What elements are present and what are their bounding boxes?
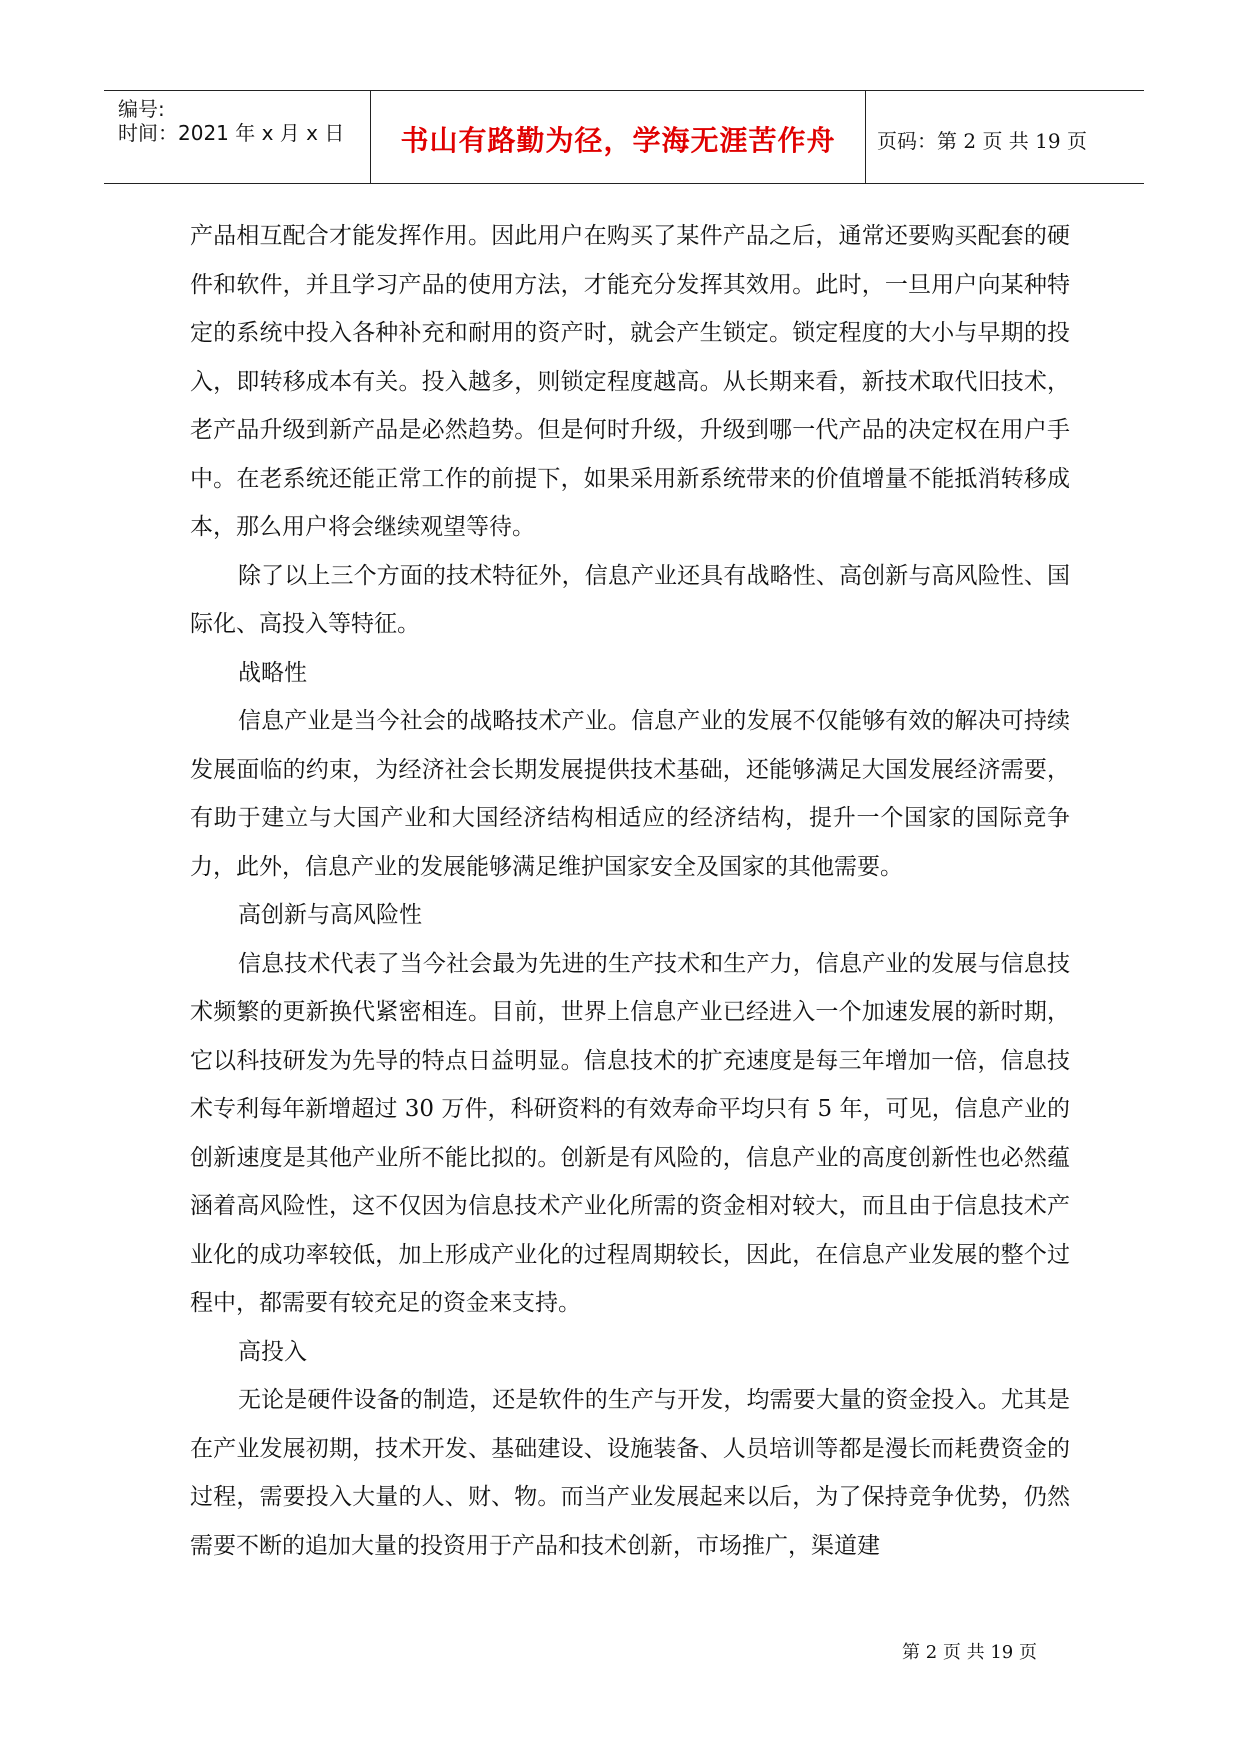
section-heading: 战略性 <box>238 659 307 686</box>
body-paragraph: 产品相互配合才能发挥作用。因此用户在购买了某件产品之后，通常还要购买配套的硬件和软件，并且学习产品的使用方法，才能充分发挥其效用。此时，一旦用户向某种特定的系统中投入各种补充和耐用的资产时，就会产生锁定。锁定程度的大小与早期的投入，即转移成本有关。投入越多，则锁定程度越高。从长期来看，新技术取代旧技术，老产品升级到新产品是必然趋势。但是何时升级，升级到哪一代产品的决定权在用户手中。在老系统还能正常工作的前提下，如果采用新系统带来的价值增量不能抵消转移成本，那么用户将会继续观望等待。 <box>190 223 1070 540</box>
header-table <box>104 90 1144 184</box>
header-page-number: 页码：第 2 页 共 19 页 <box>877 129 1087 153</box>
document-body <box>190 212 1070 1570</box>
body-paragraph: 无论是硬件设备的制造，还是软件的生产与开发，均需要大量的资金投入。尤其是在产业发展初期，技术开发、基础建设、设施装备、人员培训等都是漫长而耗费资金的过程，需要投入大量的人、财、物。而当产业发展起来以后，为了保持竞争优势，仍然需要不断的追加大量的投资用于产品和技术创新，市场推广，渠道建 <box>190 1387 1070 1559</box>
body-paragraph: 信息产业是当今社会的战略技术产业。信息产业的发展不仅能够有效的解决可持续发展面临的约束，为经济社会长期发展提供技术基础，还能够满足大国发展经济需要，有助于建立与大国产业和大国经济结构相适应的经济结构，提升一个国家的国际竞争力，此外，信息产业的发展能够满足维护国家安全及国家的其他需要。 <box>190 708 1070 880</box>
document-number-label: 编号: <box>118 97 165 121</box>
header-center-cell <box>370 91 866 183</box>
section-heading: 高创新与高风险性 <box>238 902 422 928</box>
body-paragraph: 信息技术代表了当今社会最为先进的生产技术和生产力，信息产业的发展与信息技术频繁的更新换代紧密相连。目前，世界上信息产业已经进入一个加速发展的新时期，它以科技研发为先导的特点日益明显。信息技术的扩充速度是每三年增加一倍，信息技术专利每年新增超过 30 万件，科研资料的有效寿命平均只有 5 年，可见，信息产业的创新速度是其他产业所不能比拟的。创新是有风险的，信息产业的高度创新性也必然蕴涵着高风险性，这不仅因为信息技术产业化所需的资金相对较大，而且由于信息技术产业化的成功率较低，加上形成产业化的过程周期较长，因此，在信息产业发展的整个过程中，都需要有较充足的资金来支持。 <box>190 950 1070 1316</box>
body-paragraph: 除了以上三个方面的技术特征外，信息产业还具有战略性、高创新与高风险性、国际化、高投入等特征。 <box>190 562 1070 637</box>
header-motto: 书山有路勤为径，学海无涯苦作舟 <box>400 124 836 157</box>
header-right-cell <box>865 91 1144 183</box>
header-left-cell <box>104 91 370 183</box>
document-time-label: 时间：2021 年 x 月 x 日 <box>118 121 345 145</box>
section-heading: 高投入 <box>238 1338 307 1365</box>
footer-page-number: 第 2 页 共 19 页 <box>902 1642 1037 1663</box>
